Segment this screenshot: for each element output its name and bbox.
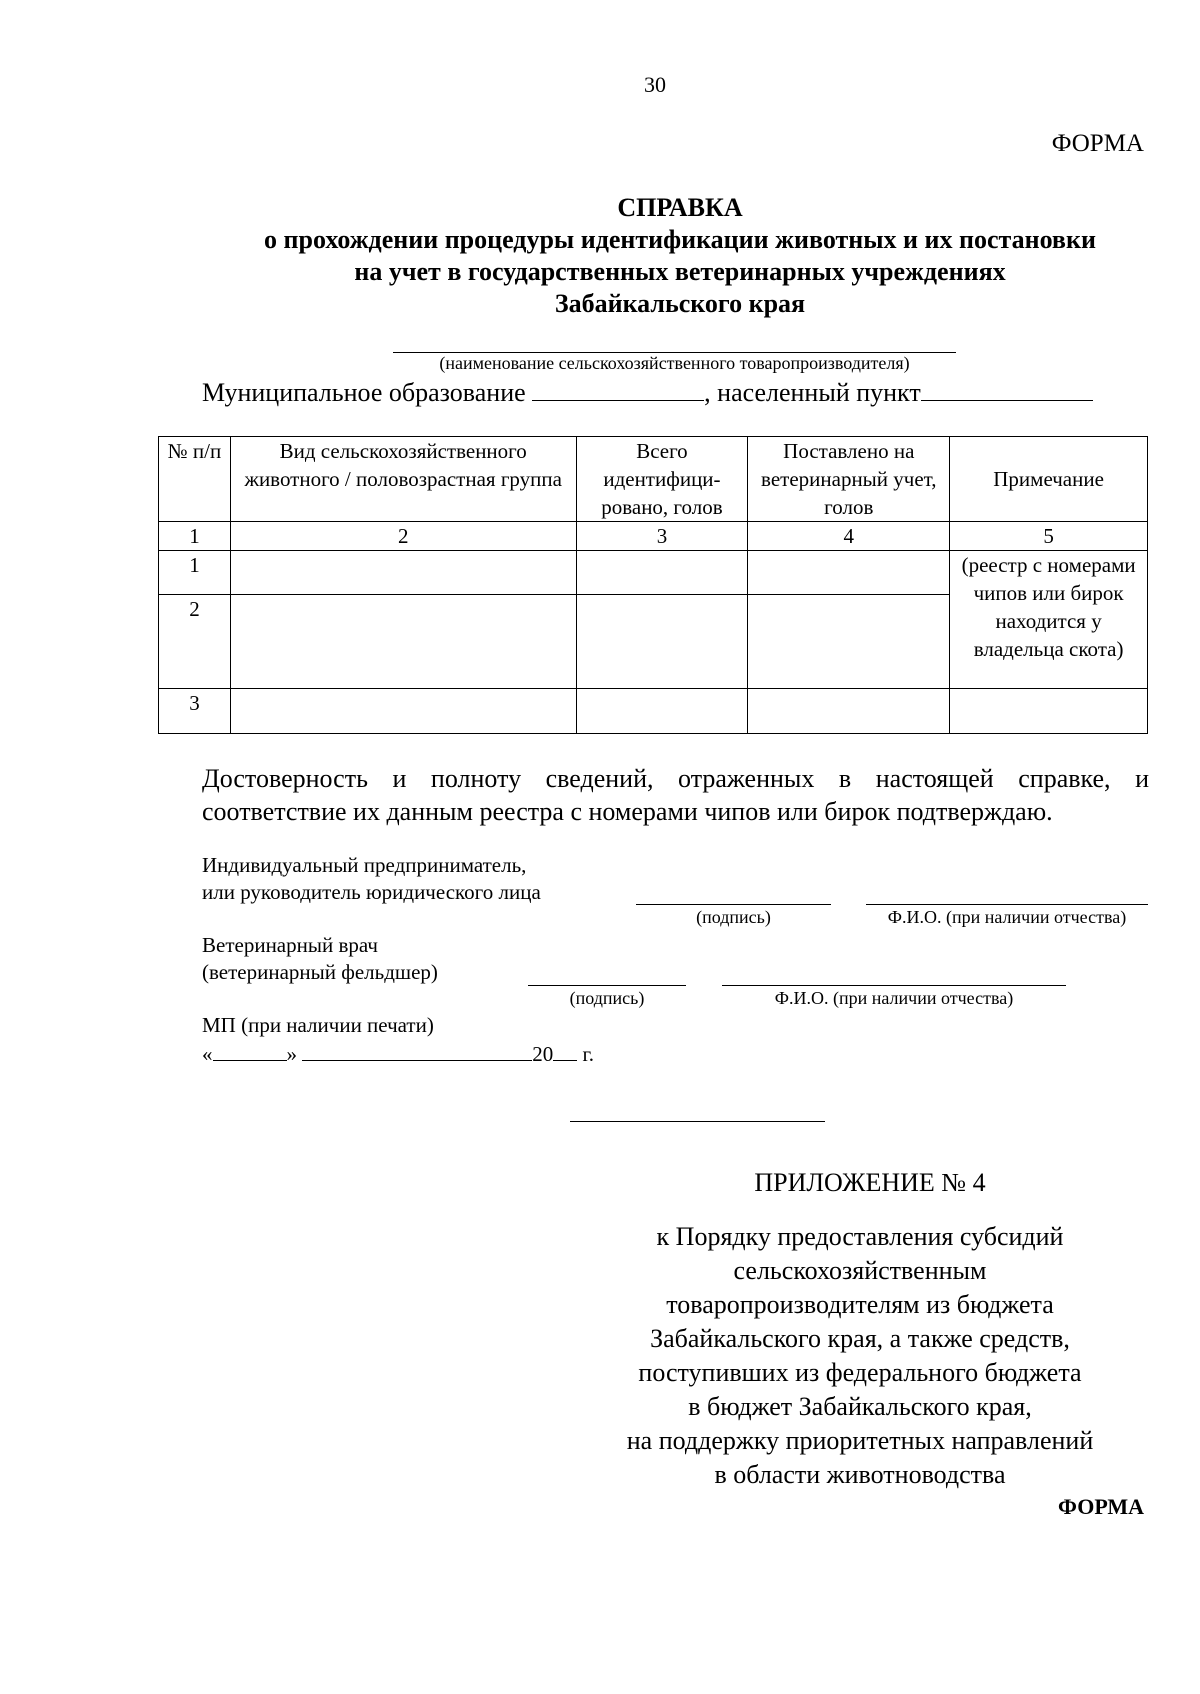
day-blank	[213, 1040, 287, 1061]
row-number: 1	[159, 551, 231, 595]
date-close-quote: »	[286, 1042, 297, 1066]
header-cell-registered: Поставлено на ветеринарный учет, голов	[748, 437, 950, 522]
header-cell-number: № п/п	[159, 437, 231, 522]
year-suffix: г.	[582, 1042, 594, 1066]
table-cell	[230, 595, 576, 689]
header-cell-animal-type: Вид сельскохозяйственного животного / половозрастная группа	[230, 437, 576, 522]
appendix-line: к Порядку предоставления субсидий	[656, 1222, 1064, 1251]
entrepreneur-signature-line	[636, 904, 831, 905]
appendix-line: в бюджет Забайкальского края,	[688, 1392, 1032, 1421]
vet-signature-caption: (подпись)	[569, 988, 645, 1008]
year-prefix: 20	[532, 1042, 554, 1066]
appendix-line: Забайкальского края, а также средств,	[650, 1324, 1070, 1353]
identification-table	[158, 436, 1148, 734]
vet-signature-line	[528, 985, 686, 986]
year-blank	[553, 1040, 577, 1061]
vet-name-caption: Ф.И.О. (при наличии отчества)	[774, 988, 1014, 1008]
appendix-text	[600, 1220, 1120, 1492]
municipality-blank	[532, 376, 704, 401]
certification-statement	[202, 762, 1149, 828]
table-cell	[230, 689, 576, 734]
vet-name-line	[722, 985, 1066, 986]
form-label: ФОРМА	[1051, 130, 1144, 157]
date-line	[202, 1040, 594, 1067]
entrepreneur-name-line	[866, 904, 1148, 905]
table-cell	[748, 551, 950, 595]
entrepreneur-name-caption: Ф.И.О. (при наличии отчества)	[887, 907, 1127, 927]
header-cell-note: Примечание	[950, 437, 1148, 522]
table-cell	[230, 551, 576, 595]
column-number: 2	[230, 522, 576, 551]
entrepreneur-signature-caption: (подпись)	[696, 907, 771, 927]
settlement-label: населенный пункт	[717, 378, 921, 407]
column-number: 1	[159, 522, 231, 551]
table-cell	[748, 689, 950, 734]
title-line: о прохождении процедуры идентификации животных и их постановки	[264, 225, 1096, 254]
column-number-row	[159, 522, 1148, 551]
document-title	[130, 192, 1200, 320]
column-number: 5	[950, 522, 1148, 551]
entrepreneur-label-line: Индивидуальный предприниматель,	[202, 853, 527, 877]
table-header-row	[159, 437, 1148, 522]
separator-line	[570, 1121, 825, 1122]
statement-line: соответствие их данным реестра с номерами чипов или бирок подтверждаю.	[202, 797, 1053, 826]
appendix-line: на поддержку приоритетных направлений	[626, 1426, 1094, 1455]
settlement-blank	[921, 376, 1093, 401]
appendix-line: товаропроизводителям из бюджета	[666, 1290, 1054, 1319]
statement-line: Достоверность и полноту сведений, отраженных в настоящей справке, и	[202, 764, 1149, 793]
stamp-label: МП (при наличии печати)	[202, 1013, 434, 1037]
table-cell	[576, 689, 748, 734]
column-number: 4	[748, 522, 950, 551]
table-cell	[576, 551, 748, 595]
appendix-line: поступивших из федерального бюджета	[638, 1358, 1082, 1387]
entrepreneur-label-line: или руководитель юридического лица	[202, 880, 541, 904]
row-number: 3	[159, 689, 231, 734]
appendix-line: сельскохозяйственным	[733, 1256, 987, 1285]
title-line: Забайкальского края	[554, 289, 806, 318]
row-number: 2	[159, 595, 231, 689]
page-number: 30	[644, 72, 666, 97]
vet-label	[202, 932, 438, 986]
vet-label-line: (ветеринарный фельдшер)	[202, 960, 438, 984]
column-number: 3	[576, 522, 748, 551]
appendix-title: ПРИЛОЖЕНИЕ № 4	[754, 1168, 986, 1197]
date-open-quote: «	[202, 1042, 213, 1066]
municipality-separator: ,	[704, 378, 711, 407]
municipality-label: Муниципальное образование	[202, 378, 526, 407]
note-cell: (реестр с номерами чипов или бирок находится у владельца скота)	[950, 551, 1148, 689]
title-heading: СПРАВКА	[617, 193, 743, 222]
table-row	[159, 689, 1148, 734]
appendix-line: в области животноводства	[714, 1460, 1006, 1489]
table-cell	[950, 689, 1148, 734]
producer-name-caption: (наименование сельскохозяйственного товаропроизводителя)	[439, 353, 910, 373]
table-cell	[748, 595, 950, 689]
vet-label-line: Ветеринарный врач	[202, 933, 378, 957]
entrepreneur-label	[202, 852, 541, 906]
title-line: на учет в государственных ветеринарных учреждениях	[354, 257, 1006, 286]
form-label-bottom: ФОРМА	[1058, 1494, 1144, 1519]
municipality-line	[202, 376, 1093, 408]
table-row	[159, 551, 1148, 595]
month-blank	[302, 1040, 532, 1061]
header-cell-identified: Всего идентифици-ровано, голов	[576, 437, 748, 522]
table-cell	[576, 595, 748, 689]
